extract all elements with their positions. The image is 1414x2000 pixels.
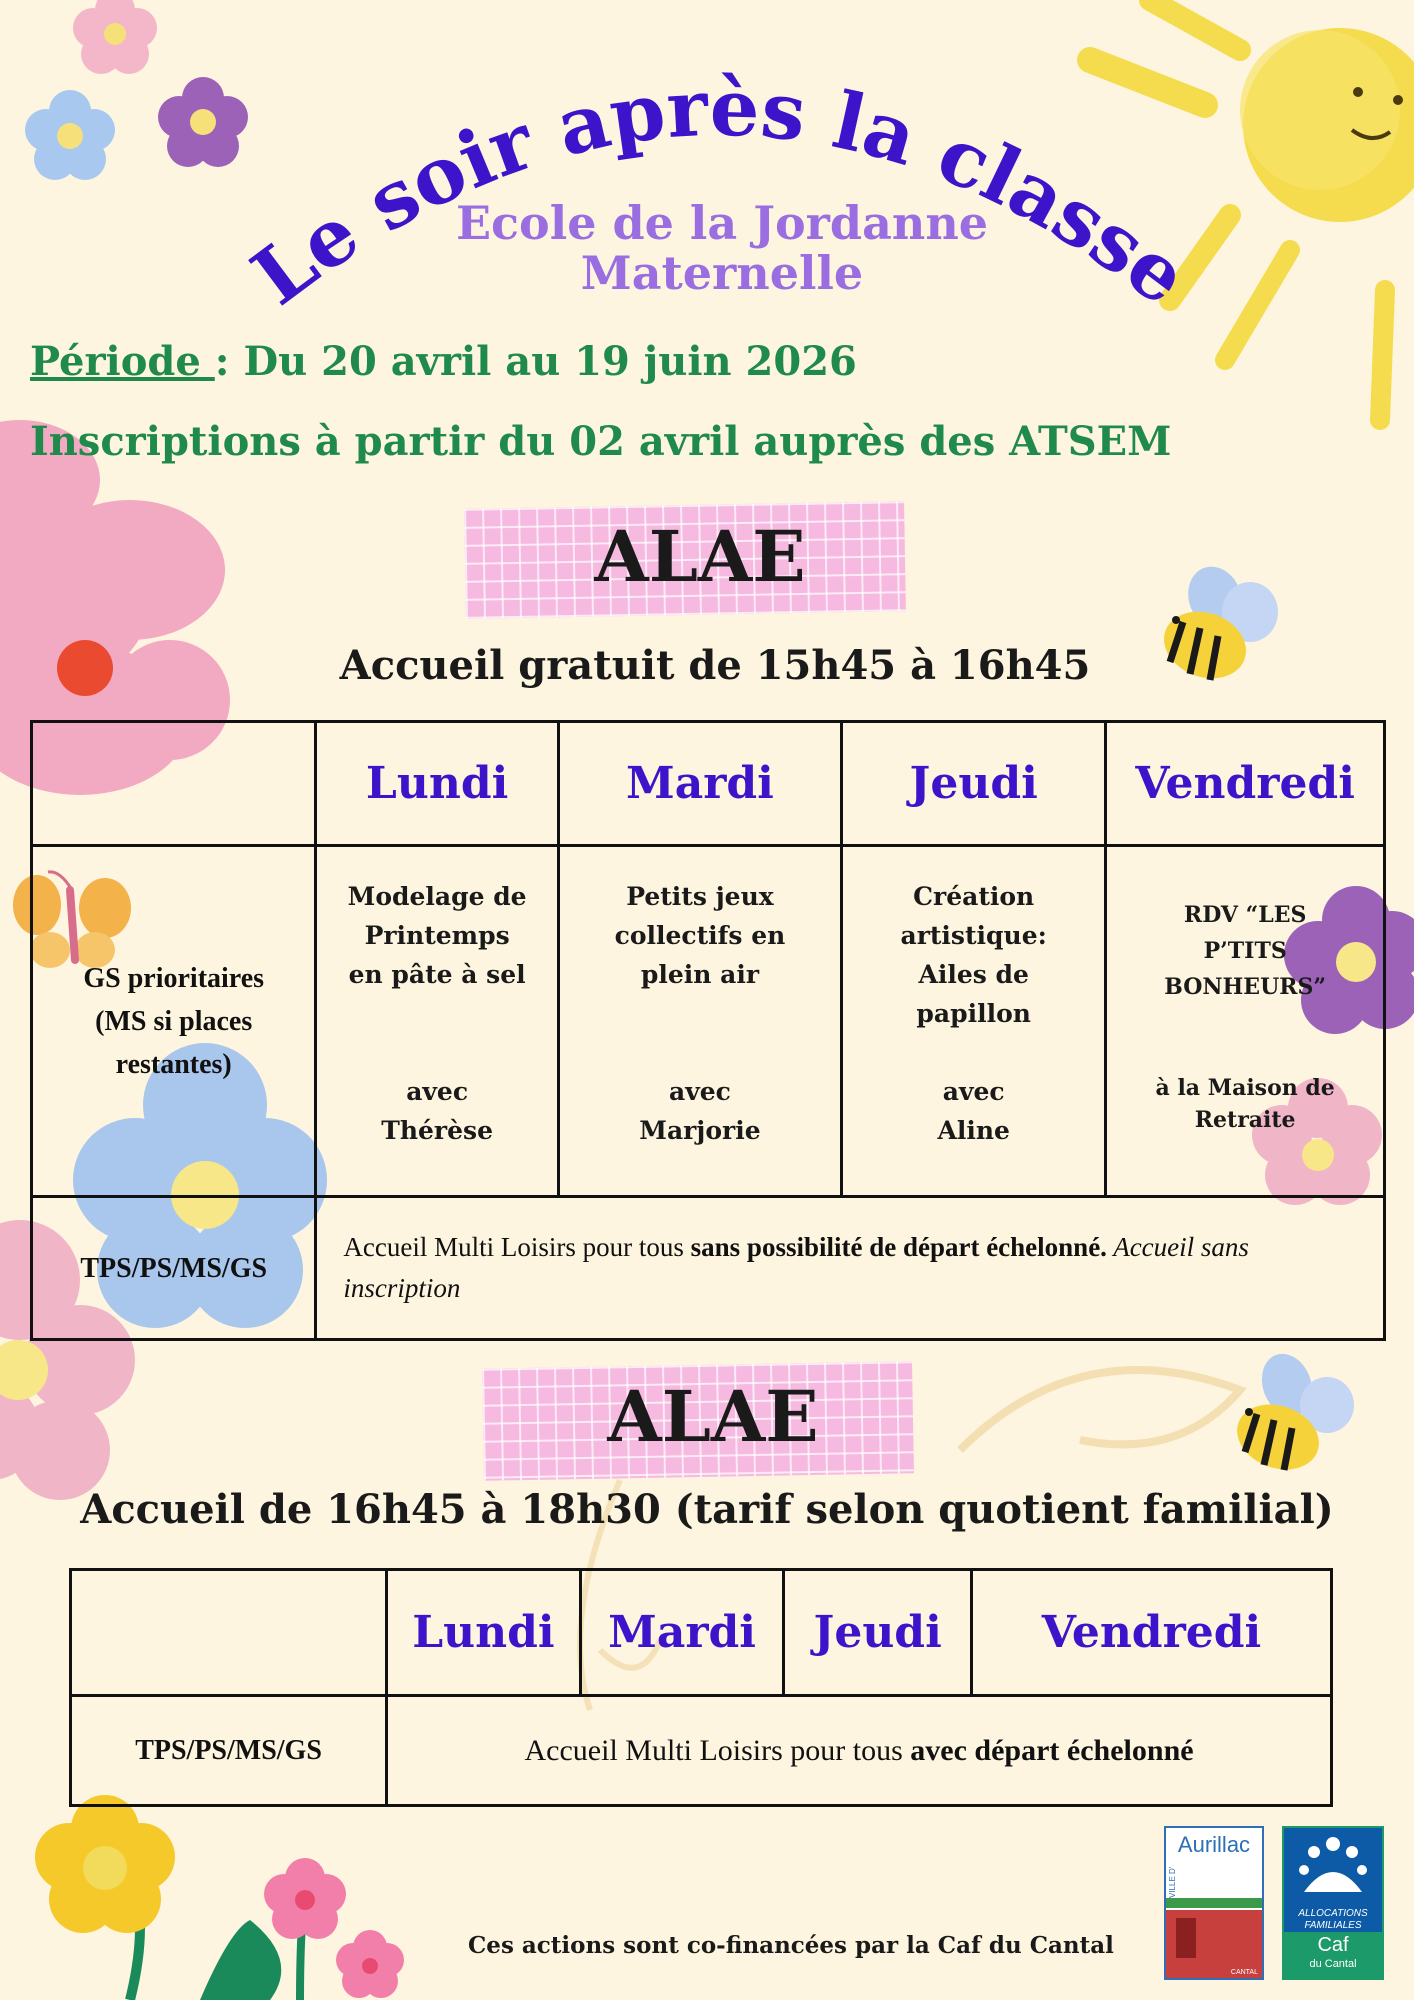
multi-loisirs-text [316, 1197, 1385, 1340]
caf-line4: du Cantal [1309, 1958, 1357, 1970]
table-row [32, 846, 1385, 1197]
schedule-table-1 [30, 720, 1386, 1341]
activity-with: avec [406, 1077, 469, 1106]
caf-family-icon [1284, 1832, 1382, 1902]
aurillac-sub: CANTAL [1230, 1969, 1258, 1976]
registration-line: Inscriptions à partir du 02 avril auprès des ATSEM [30, 418, 1172, 465]
school-level: Maternelle [580, 246, 864, 300]
activity-line: Modelage de [347, 882, 527, 911]
section1-subtitle: Accueil gratuit de 15h45 à 16h45 [339, 642, 1091, 689]
day-vendredi: Vendredi [971, 1570, 1331, 1696]
activity-with: avec [942, 1077, 1005, 1106]
page-title: Le soir après la classe [236, 62, 1204, 324]
activity-line: BONHEURS” [1164, 974, 1327, 1000]
aurillac-name: Aurillac [1177, 1832, 1251, 1857]
table-row [71, 1696, 1332, 1806]
caf-line1: ALLOCATIONS [1298, 1908, 1368, 1919]
footer-note: Ces actions sont co-financées par la Caf du Cantal [468, 1932, 1114, 1959]
group-line: GS prioritaires [83, 962, 265, 994]
day-jeudi: Jeudi [784, 1570, 972, 1696]
period-dates: : Du 20 avril au 19 juin 2026 [214, 338, 857, 385]
activity-line: Petits jeux [626, 882, 774, 911]
section2-heading: ALAE [607, 1375, 819, 1458]
period-line [30, 338, 857, 385]
activity-line: collectifs en [614, 921, 786, 950]
empty-cell [71, 1570, 387, 1696]
activity-line: papillon [916, 999, 1031, 1028]
multi-text: Accueil Multi Loisirs pour tous [524, 1733, 911, 1767]
school-name: Ecole de la Jordanne [455, 196, 989, 250]
table-row [71, 1570, 1332, 1696]
section1-heading: ALAE [594, 515, 806, 598]
multi-italic: Accueil sans inscription [343, 1232, 1249, 1303]
day-mardi: Mardi [558, 722, 841, 846]
activity-vendredi [1106, 846, 1385, 1197]
activity-with: avec [669, 1077, 731, 1106]
activity-lundi [316, 846, 558, 1197]
flower-icon [35, 1795, 404, 2000]
activity-line: RDV “LES [1183, 902, 1307, 928]
activity-line: plein air [640, 960, 759, 989]
multi-bold: sans possibilité de départ échelonné. [690, 1232, 1107, 1262]
activity-line: Ailes de [918, 960, 1029, 989]
day-lundi: Lundi [316, 722, 558, 846]
bee-icon [1228, 1347, 1354, 1481]
schedule-table-2 [69, 1568, 1333, 1807]
activity-line: Printemps [364, 921, 510, 950]
activity-mardi [558, 846, 841, 1197]
activity-with: à la Maison de [1155, 1075, 1335, 1101]
caf-line3: Caf [1317, 1934, 1349, 1956]
activity-leader: Marjorie [639, 1116, 761, 1145]
multi-loisirs-text [387, 1696, 1332, 1806]
empty-cell [32, 722, 316, 846]
activity-line: P’TITS [1203, 938, 1287, 964]
period-label: Période [30, 338, 215, 385]
activity-leader: Aline [937, 1116, 1010, 1145]
group-all: TPS/PS/MS/GS [32, 1197, 316, 1340]
table-row [32, 1197, 1385, 1340]
caf-logo [1282, 1826, 1384, 1980]
group-all: TPS/PS/MS/GS [71, 1696, 387, 1806]
table-row [32, 722, 1385, 846]
day-lundi: Lundi [387, 1570, 581, 1696]
section2-subtitle: Accueil de 16h45 à 18h30 (tarif selon quotient familial) [80, 1486, 1334, 1533]
activity-leader: Thérèse [381, 1116, 493, 1145]
activity-leader: Retraite [1194, 1107, 1296, 1133]
aurillac-logo [1164, 1826, 1264, 1980]
multi-text: Accueil Multi Loisirs pour tous [343, 1232, 691, 1262]
caf-line2: FAMILIALES [1304, 1920, 1362, 1931]
multi-bold: avec départ échelonné [910, 1733, 1194, 1767]
day-vendredi: Vendredi [1106, 722, 1385, 846]
group-line: restantes) [115, 1048, 232, 1080]
aurillac-ville: VILLE D' [1168, 1866, 1177, 1898]
day-jeudi: Jeudi [842, 722, 1106, 846]
group-line: (MS si places [95, 1005, 253, 1037]
activity-line: Création [913, 882, 1035, 911]
activity-line: en pâte à sel [348, 960, 526, 989]
group-gs [32, 846, 316, 1197]
activity-line: artistique: [900, 921, 1047, 950]
day-mardi: Mardi [580, 1570, 784, 1696]
activity-jeudi [842, 846, 1106, 1197]
